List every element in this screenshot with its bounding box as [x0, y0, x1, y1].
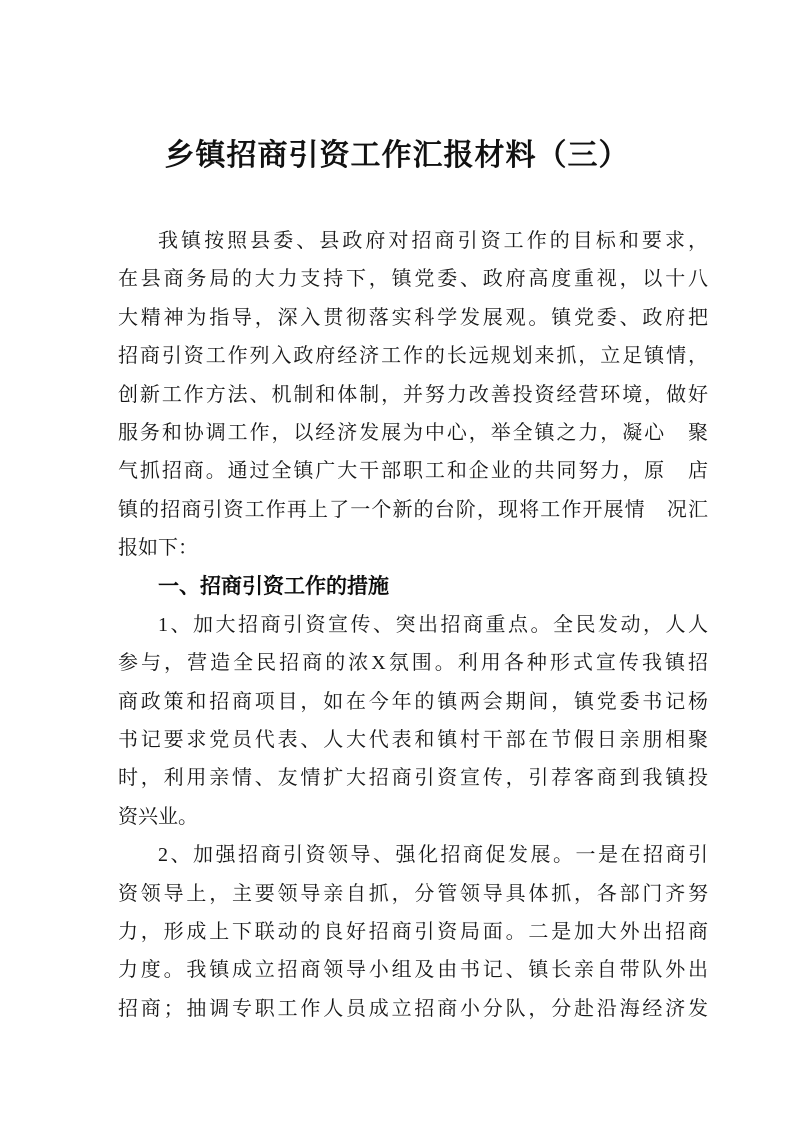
section-heading [118, 568, 708, 606]
paragraph-line: 资兴业。 [118, 805, 198, 828]
paragraph-line: 大精神为指导，深入贯彻落实科学发展观。镇党委、政府把 [118, 306, 708, 329]
document-body [118, 222, 708, 1028]
paragraph-line: 1、加大招商引资宣传、突出招商重点。全民发动，人人 [158, 613, 708, 636]
paragraph-line: 力度。我镇成立招商领导小组及由书记、镇长亲自带队外出 [118, 959, 708, 982]
paragraph-line: 时，利用亲情、友情扩大招商引资宣传，引荐客商到我镇投 [118, 767, 708, 790]
paragraph-line: 资领导上，主要领导亲自抓，分管领导具体抓，各部门齐努 [118, 882, 708, 905]
paragraph-line: 镇的招商引资工作再上了一个新的台阶，现将工作开展情 况汇 [118, 498, 708, 521]
paragraph-line: 2、加强招商引资领导、强化招商促发展。一是在招商引 [158, 844, 708, 867]
paragraph-line: 招商；抽调专职工作人员成立招商小分队，分赴沿海经济发 [118, 997, 708, 1020]
heading-line: 一、招商引资工作的措施 [158, 574, 389, 598]
paragraph-line: 力，形成上下联动的良好招商引资局面。二是加大外出招商 [118, 921, 708, 944]
paragraph [118, 606, 708, 836]
paragraph [118, 222, 708, 568]
paragraph-line: 创新工作方法、机制和体制，并努力改善投资经营环境，做好 [118, 383, 708, 406]
paragraph [118, 836, 708, 1028]
paragraph-line: 在县商务局的大力支持下，镇党委、政府高度重视，以十八 [118, 268, 708, 291]
paragraph-line: 服务和协调工作，以经济发展为中心，举全镇之力，凝心 聚 [118, 421, 708, 444]
paragraph-line: 招商引资工作列入政府经济工作的长远规划来抓，立足镇情， [118, 345, 708, 368]
paragraph-line: 参与，营造全民招商的浓X氛围。利用各种形式宣传我镇招 [118, 652, 708, 675]
paragraph-line: 气抓招商。通过全镇广大干部职工和企业的共同努力，原 店 [118, 460, 708, 483]
paragraph-line: 我镇按照县委、县政府对招商引资工作的目标和要求， [158, 230, 708, 252]
paragraph-line: 商政策和招商项目，如在今年的镇两会期间，镇党委书记杨 [118, 690, 708, 713]
paragraph-line: 书记要求党员代表、人大代表和镇村干部在节假日亲朋相聚 [118, 729, 708, 752]
paragraph-line: 报如下： [118, 537, 198, 560]
document-title: 乡镇招商引资工作汇报材料（三） [164, 139, 630, 172]
